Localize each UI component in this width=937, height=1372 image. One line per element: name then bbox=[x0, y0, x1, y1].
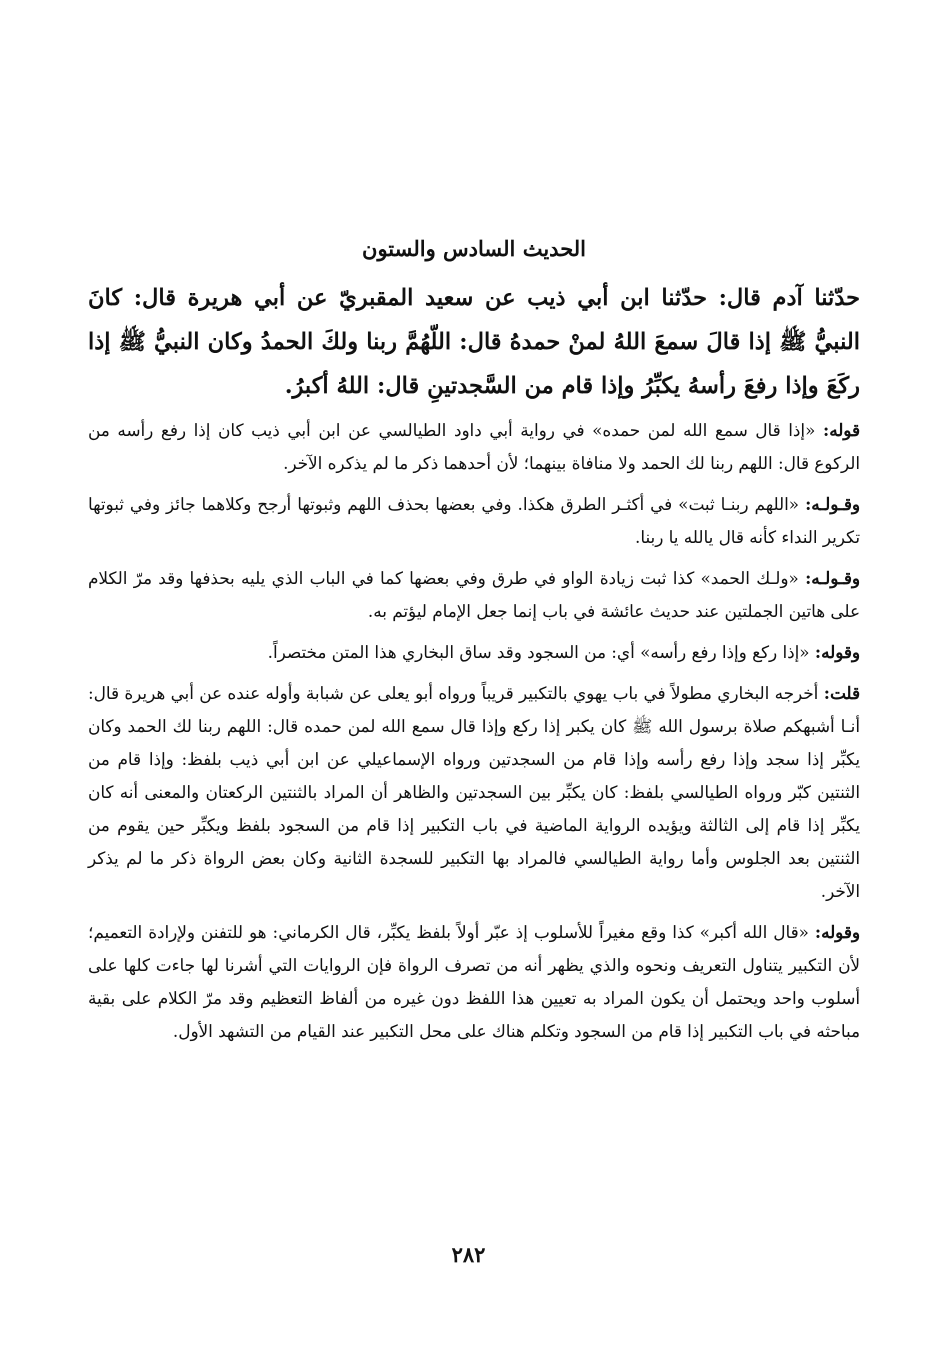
paragraph-lead: وقوله: bbox=[814, 922, 860, 942]
commentary-paragraph bbox=[88, 562, 860, 628]
commentary-paragraph bbox=[88, 677, 860, 908]
page-body bbox=[88, 232, 860, 1056]
paragraph-text: أخرجه البخاري مطولاً في باب يهوي بالتكبير قريباً ورواه أبو يعلى عن شبابة وأوله عنده عن أبي هريرة قال: أنـا أشبهكم صلاة برسول الله ﷺ كان يكبر إذا ركع وإذا قال سمع الله لمن حمده قال: اللهم ربنا لك الحمد وكان يكبِّر إذا سجد وإذا رفع رأسه وإذا قام من السجدتين ورواه الإسماعيلي عن ابن أبي ذيب بلفظ: وإذا قام من الثنتين كبّر ورواه الطيالسي بلفظ: كان يكبِّر بين السجدتين والظاهر أن المراد بالثنتين الركعتان والمعنى أنه كان يكبِّر إذا قام إلى الثالثة ويؤيده الرواية الماضية في باب التكبير إذا قام من السجود بلفظ ويكبِّر حين يقوم من الثنتين بعد الجلوس وأما رواية الطيالسي فالمراد بها التكبير للسجدة الثانية وكان بعض الرواة ذكر ما لم يذكر الآخر. bbox=[88, 683, 860, 901]
paragraph-text: «اللهم ربنـا ثبت» في أكثـر الطرق هكذا. وفي بعضها بحذف اللهم وثبوتها أرجح وكلاهما جائز وفي ثبوتها تكرير النداء كأنه قال يالله يا ربنا. bbox=[88, 494, 860, 547]
paragraph-text: «إذا قال سمع الله لمن حمده» في رواية أبي داود الطيالسي عن ابن أبي ذيب كان إذا رفع رأسه من الركوع قال: اللهم ربنا لك الحمد ولا منافاة بينهما؛ لأن أحدهما ذكر ما لم يذكره الآخر. bbox=[88, 420, 860, 473]
commentary-paragraph bbox=[88, 414, 860, 480]
commentary-paragraph bbox=[88, 488, 860, 554]
commentary-paragraph bbox=[88, 636, 860, 669]
paragraph-text: «ولـك الحمد» كذا ثبت زيادة الواو في طرق وفي بعضها كما في الباب الذي يليه بحذفها وقد مرّ الكلام على هاتين الجملتين عند حديث عائشة في باب إنما جعل الإمام ليؤتم به. bbox=[88, 568, 860, 621]
paragraph-lead: وقوله: bbox=[814, 642, 860, 662]
paragraph-text: «قال الله أكبر» كذا وقع مغيراً للأسلوب إذ عبّر أولاً بلفظ يكبِّر، قال الكرماني: هو للتفنن ولإرادة التعميم؛ لأن التكبير يتناول التعريف ونحوه والذي يظهر أنه من تصرف الرواة فإن الروايات التي أشرنا لها جاءت كلها على أسلوب واحد ويحتمل أن يكون المراد به تعيين هذا اللفظ دون غيره من ألفاظ التعظيم وقد مرّ الكلام على بقية مباحثه في باب التكبير إذا قام من السجود وتكلم هناك على محل التكبير عند القيام من التشهد الأول. bbox=[88, 922, 860, 1041]
commentary-paragraph bbox=[88, 916, 860, 1048]
paragraph-lead: وقـولـه: bbox=[805, 568, 860, 588]
hadith-text: حدّثنا آدم قال: حدّثنا ابن أبي ذيب عن سعيد المقبريّ عن أبي هريرة قال: كانَ النبيُّ ﷺ إذا قالَ سمعَ اللهُ لمنْ حمدهُ قال: اللّهُمَّ ربنا ولكَ الحمدُ وكان النبيُّ ﷺ إذا ركَعَ وإذا رفعَ رأسهُ يكبِّرُ وإذا قام من السَّجدتينِ قال: اللهُ أكبرُ. bbox=[88, 285, 860, 399]
paragraph-lead: وقـولـه: bbox=[805, 494, 860, 514]
paragraph-lead: قلت: bbox=[823, 683, 861, 703]
paragraph-text: «إذا ركع وإذا رفع رأسه» أي: من السجود وقد ساق البخاري هذا المتن مختصراً. bbox=[267, 642, 810, 662]
chapter-heading: الحديث السادس والستون bbox=[362, 236, 586, 261]
paragraph-lead: قوله: bbox=[823, 420, 860, 440]
page-number: ٢٨٢ bbox=[451, 1242, 486, 1267]
